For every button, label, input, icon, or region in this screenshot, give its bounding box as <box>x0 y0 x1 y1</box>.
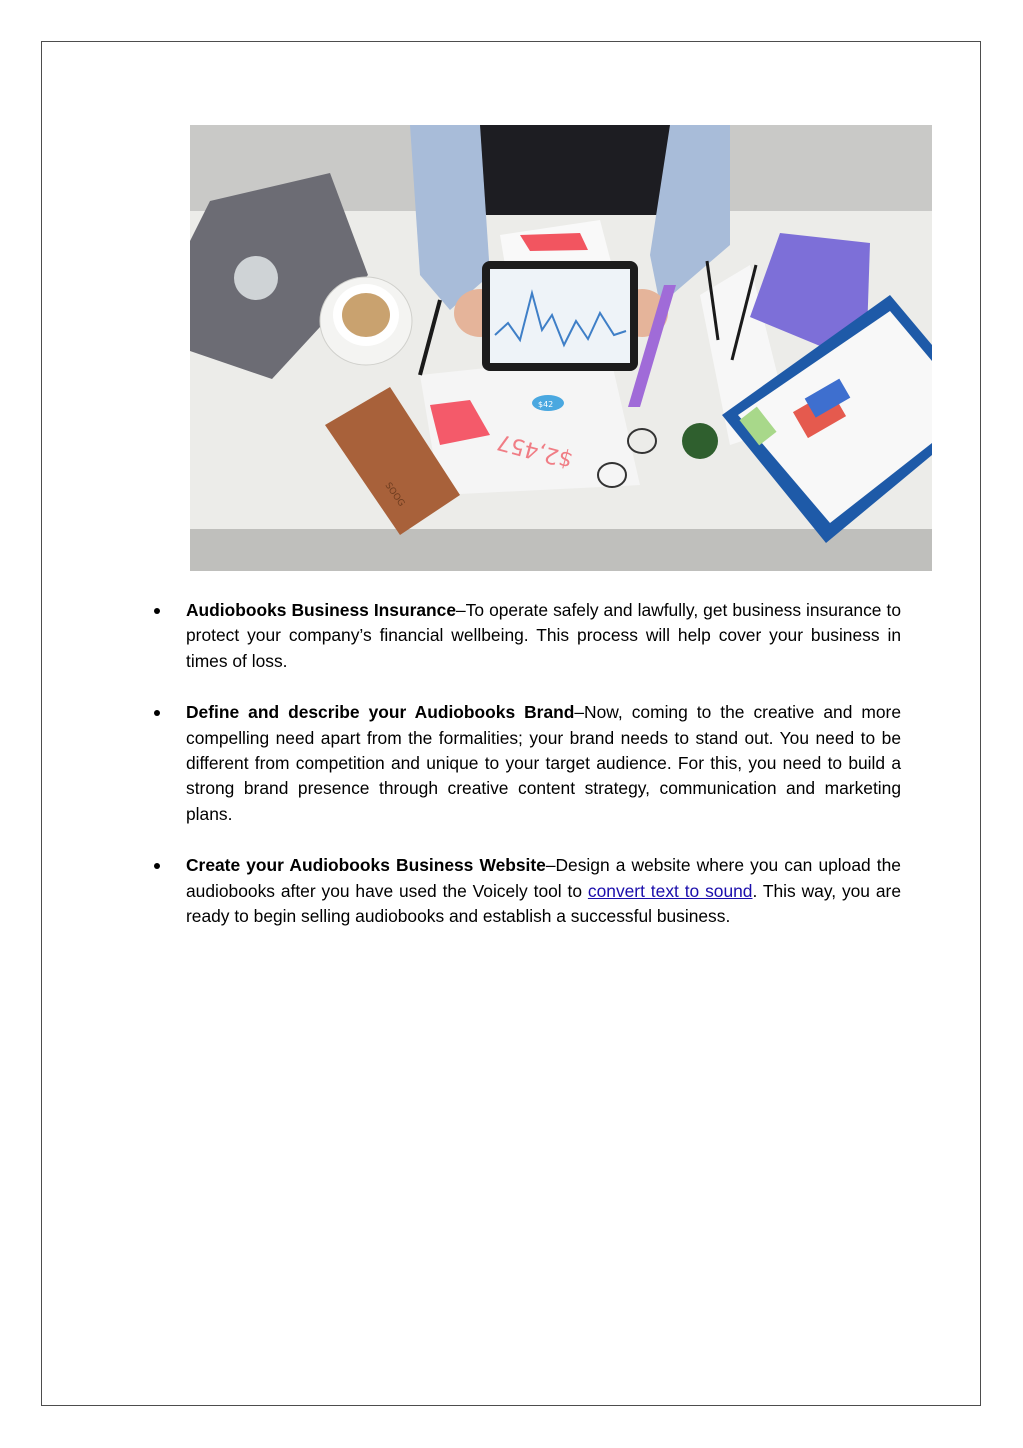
office-desk-photo <box>190 125 932 571</box>
bullet-icon <box>154 608 160 614</box>
bullet-icon <box>154 710 160 716</box>
list-item <box>150 598 901 674</box>
convert-text-to-sound-link[interactable]: convert text to sound <box>587 880 753 901</box>
list-item <box>150 853 901 929</box>
notebook-label: SOOG <box>382 480 407 509</box>
bullet-list <box>150 598 901 955</box>
document-page <box>41 41 981 1406</box>
price-badge: $42 <box>538 400 554 409</box>
bullet-title: Define and describe your Audiobooks Brand <box>186 702 575 723</box>
bullet-text: –To operate safely and lawfully, get business insurance to protect your company’s financial wellbeing. This process will help cover your business in times of loss. <box>186 600 901 671</box>
bullet-title: Create your Audiobooks Business Website <box>186 855 546 876</box>
bullet-text-before: –Design a website where you can upload the audiobooks after you have used the Voicely tool to <box>186 855 901 901</box>
bullet-text: –Now, coming to the creative and more compelling need apart from the formalities; your brand needs to stand out. You need to be different from competition and unique to your target audience. For this, you need to build a strong brand presence through creative content strategy, communication and marketing plans. <box>186 702 901 824</box>
price-label: $2,457 <box>494 428 576 473</box>
bullet-icon <box>154 863 160 869</box>
bullet-title: Audiobooks Business Insurance <box>186 600 457 620</box>
list-item <box>150 700 901 827</box>
bullet-text-after: . This way, you are ready to begin selling audiobooks and establish a successful business. <box>186 880 901 927</box>
